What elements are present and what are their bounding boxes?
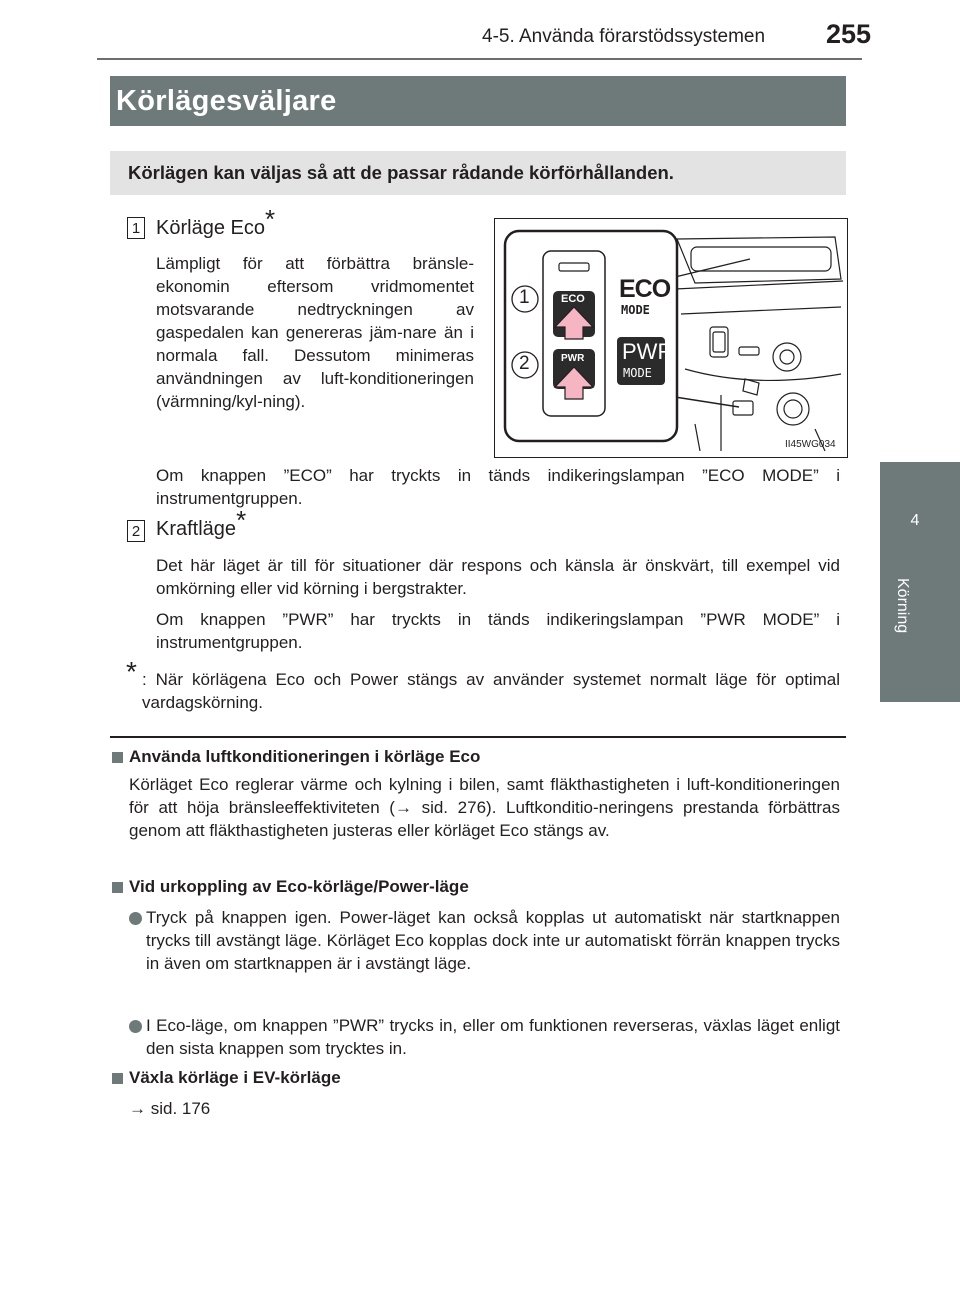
intro-banner: Körlägen kan väljas så att de passar rådande körförhållanden. [110, 151, 846, 195]
footnote-text: : När körlägena Eco och Power stängs av använder systemet normalt läge för optimal vardagskörning. [142, 670, 840, 712]
footnote-star: * [126, 656, 137, 687]
page-number: 255 [826, 19, 872, 49]
pwr-button-label: PWR [561, 353, 585, 364]
bullet-circle-1 [129, 912, 142, 925]
item-title-2 [156, 505, 247, 541]
item-title-2-text: Kraftläge [156, 518, 237, 540]
eco-pwr-figure [494, 218, 848, 458]
section-heading-2: Vid urkoppling av Eco-körläge/Power-läge [129, 877, 469, 896]
item-title-2-star: * [236, 505, 247, 536]
item-number-2: 2 [127, 520, 145, 542]
figure-illustration [495, 219, 847, 457]
section-heading-1: Använda luftkonditioneringen i körläge Eco [129, 747, 481, 766]
item-title-1-text: Körläge Eco [156, 217, 265, 239]
bullet-square-1 [112, 752, 123, 763]
item-title-1-star: * [264, 204, 276, 235]
header-rule [97, 58, 862, 60]
bullet-square-2 [112, 882, 123, 893]
callout-2: 2 [519, 353, 530, 374]
eco-button-label: ECO [561, 293, 585, 305]
page-title: Körlägesväljare [110, 76, 846, 126]
section-text-3: → sid. 176 [129, 1099, 211, 1118]
chapter-tab [880, 462, 960, 702]
item-title-1 [156, 204, 276, 240]
section-text-1: Körläget Eco reglerar värme och kylning i bilen, samt fläkthastigheten i luft-konditioneringen för att höja bränsleeffektiviteten (→ sid. 276). Luftkonditio-neringens prestanda förbättras genom att fläkthastigheten justeras eller körläget Eco stängs av. [129, 775, 840, 840]
section-divider [110, 736, 846, 738]
section-2-bullet-1: Tryck på knappen igen. Power-läget kan också kopplas ut automatiskt när startknappen trycks till avstängt läge. Körläget Eco kopplas dock inte ur automatiskt förrän knappen trycks in även om startknappen är i avstängt läge. [146, 908, 840, 973]
item-desc-2: Det här läget är till för situationer där respons och känsla är önskvärt, till exempel vid omkörning eller vid körning i bergstrakter. [156, 556, 840, 598]
bullet-square-3 [112, 1073, 123, 1084]
item-note-2: Om knappen ”PWR” har tryckts in tänds indikeringslampan ”PWR MODE” i instrumentgruppen. [156, 610, 840, 652]
item-number-1: 1 [127, 217, 145, 239]
callout-1: 1 [519, 287, 530, 308]
chapter-label: Körning [894, 578, 911, 634]
item-desc-1: Lämpligt för att förbättra bränsle-ekonomin eftersom vridmomentet motsvarande nedtryckningen av gaspedalen kan genereras jäm-nare än i normala fall. Dessutom minimeras användningen av luft-konditioneringen (värmning/kyl-ning). [156, 254, 474, 411]
pwr-indicator-line1: PWR [622, 339, 674, 364]
figure-code: II45WG034 [785, 439, 836, 450]
header-section-title: 4-5. Använda förarstödssystemen [482, 26, 766, 47]
eco-indicator-line1: ECO [619, 275, 671, 303]
bullet-circle-2 [129, 1020, 142, 1033]
section-heading-3: Växla körläge i EV-körläge [129, 1068, 341, 1087]
pwr-indicator-line2: MODE [623, 366, 652, 380]
item-note-1: Om knappen ”ECO” har tryckts in tänds indikeringslampan ”ECO MODE” i instrumentgruppen. [156, 466, 840, 508]
section-2-bullet-2: I Eco-läge, om knappen ”PWR” trycks in, eller om funktionen reverseras, växlas läget enligt den sista knappen som trycktes in. [146, 1016, 840, 1058]
chapter-number: 4 [910, 512, 920, 529]
eco-indicator-line2: MODE [621, 303, 650, 317]
